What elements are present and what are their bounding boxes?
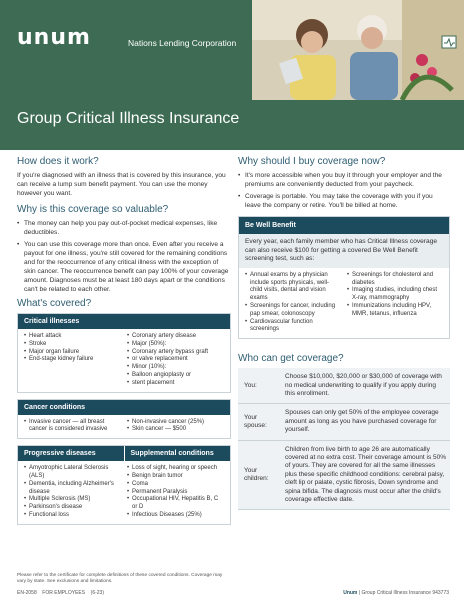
left-column (17, 150, 231, 531)
be-well-col2 (347, 272, 443, 334)
table-row (238, 368, 450, 404)
why-buy-heading: Why should I buy coverage now? (238, 156, 386, 167)
list-item: • Cardiovascular function screenings (245, 319, 341, 335)
list-item: • Coronary artery disease (127, 333, 224, 341)
progressive-supplemental-table (17, 445, 231, 525)
header-banner (0, 0, 464, 150)
row-label: Your spouse: (238, 404, 282, 440)
list-item: • Imaging studies, including chest X-ray, mammography (347, 287, 443, 303)
table-row (238, 404, 450, 440)
people-gardening-image (252, 0, 464, 100)
list-item: • Screenings for cholesterol and diabetes (347, 272, 443, 288)
list-item: • Coverage is portable. You may take the coverage with you if you leave the company or retire. You'll be billed at home. (238, 192, 450, 210)
why-heading: Why is this coverage so valuable? (17, 204, 169, 215)
page-title: Group Critical Illness Insurance (17, 110, 240, 127)
list-item: • Major (50%): (127, 341, 224, 349)
be-well-benefit-box (238, 216, 450, 339)
list-item: • It's more accessible when you buy it through your employer and the premiums are conveniently deducted from your paycheck. (238, 171, 450, 189)
be-well-header: Be Well Benefit (239, 217, 449, 234)
unum-logo: unum (17, 25, 91, 50)
list-item: • stent placement (127, 380, 224, 388)
cancer-header: Cancer conditions (18, 400, 230, 415)
row-label: Your children: (238, 440, 282, 510)
critical-illnesses-table (17, 313, 231, 393)
footer-date: (6-23) (90, 590, 104, 596)
row-label: You: (238, 368, 282, 404)
cancer-col2 (127, 419, 224, 435)
footer-code: EN-2058 (17, 590, 37, 596)
who-heading: Who can get coverage? (238, 353, 344, 365)
header-photo (252, 0, 464, 100)
critical-col2 (127, 333, 224, 388)
coverage-table (238, 368, 450, 510)
footer-audience: FOR EMPLOYEES (42, 590, 86, 596)
list-item: • Coronary artery bypass graft (127, 349, 224, 357)
cancer-col1 (24, 419, 121, 435)
row-text: Children from live birth to age 26 are automatically covered at no extra cost. Their coverage amount is 50% of yours. They are covered for all the same illnesses plus these specific childhood conditions: cerebral palsy, cleft lip or palate, cystic fibrosis, Down syndrome and spina bifida. The diagnosis must occur after the child's coverage effective date. (282, 440, 450, 510)
be-well-col1 (245, 272, 341, 334)
why-buy-bullets (238, 171, 450, 210)
list-item: • Skin cancer — $500 (127, 426, 224, 434)
table-row (238, 440, 450, 510)
list-item: • Invasive cancer — all breast cancer is considered invasive (24, 419, 121, 435)
fine-print: Please refer to the certificate for complete definitions of these covered conditions. Coverage may vary by state. See exclusions and limitations. (17, 573, 223, 584)
list-item: • Screenings for cancer, including pap smear, colonoscopy (245, 303, 341, 319)
list-item: • Major organ failure (24, 349, 121, 357)
list-item: • Non-invasive cancer (25%) (127, 419, 224, 427)
list-item: • The money can help you pay out-of-pocket medical expenses, like deductibles. (17, 219, 231, 237)
covered-heading: What's covered? (17, 298, 92, 309)
list-item: • Infectious Diseases (25%) (127, 512, 224, 520)
why-bullets (17, 219, 231, 294)
how-text: If you're diagnosed with an illness that is covered by this insurance, you can receive a lump sum benefit payment. You can use the money however you want. (17, 172, 226, 197)
row-text: Choose $10,000, $20,000 or $30,000 of coverage with no medical underwriting to qualify if you apply during this enrollment. (282, 368, 450, 404)
list-item: • Benign brain tumor (127, 473, 224, 481)
list-item: • Stroke (24, 341, 121, 349)
list-item: • Annual exams by a physician include sports physicals, well-child visits, dental and vision exams (245, 272, 341, 303)
footer-brand: Unum (343, 590, 358, 596)
list-item: • Minor (10%): (127, 364, 224, 372)
company-name: Nations Lending Corporation (128, 38, 237, 48)
footer-left (17, 590, 104, 596)
list-item: • Loss of sight, hearing or speech (127, 465, 224, 473)
list-item: • Heart attack (24, 333, 121, 341)
list-item: • Permanent Paralysis (127, 489, 224, 497)
row-text: Spouses can only get 50% of the employee coverage amount as long as you have purchased coverage for yourself. (282, 404, 450, 440)
progressive-col (24, 465, 121, 520)
list-item: • Multiple Sclerosis (MS) (24, 496, 121, 504)
list-item: • Occupational HIV, Hepatitis B, C or D (127, 496, 224, 512)
list-item: • Coma (127, 481, 224, 489)
critical-header: Critical illnesses (18, 314, 230, 329)
supplemental-header: Supplemental conditions (124, 446, 231, 461)
footer-doc-title: | Group Critical Illness Insurance 943773 (358, 590, 449, 596)
critical-col1 (24, 333, 121, 388)
list-item: • Immunizations including HPV, MMR, tetanus, influenza (347, 303, 443, 319)
how-heading: How does it work? (17, 156, 99, 167)
list-item: • Dementia, including Alzheimer's disease (24, 481, 121, 497)
cancer-conditions-table (17, 399, 231, 440)
list-item: • Functional loss (24, 512, 121, 520)
list-item: • Balloon angioplasty or (127, 372, 224, 380)
supplemental-col (127, 465, 224, 520)
list-item: • You can use this coverage more than once. Even after you receive a payout for one illness, you're still covered for the remaining conditions and for the reoccurrence of any critical illness with the exception of skin cancer. The reoccurrence benefit can pay 100% of your coverage amount. Diagnoses must be at least 180 days apart or the conditions can't be related to each other. (17, 240, 231, 294)
right-column (238, 150, 450, 510)
footer-right (343, 590, 449, 596)
progressive-header: Progressive diseases (18, 446, 124, 461)
list-item: • Parkinson's disease (24, 504, 121, 512)
be-well-intro: Every year, each family member who has Critical Illness coverage can also receive $100 for getting a covered Be Well Benefit screening test, such as: (239, 234, 449, 268)
list-item: • Amyotrophic Lateral Sclerosis (ALS) (24, 465, 121, 481)
list-item: • End-stage kidney failure (24, 356, 121, 364)
list-item: • or valve replacement (127, 356, 224, 364)
